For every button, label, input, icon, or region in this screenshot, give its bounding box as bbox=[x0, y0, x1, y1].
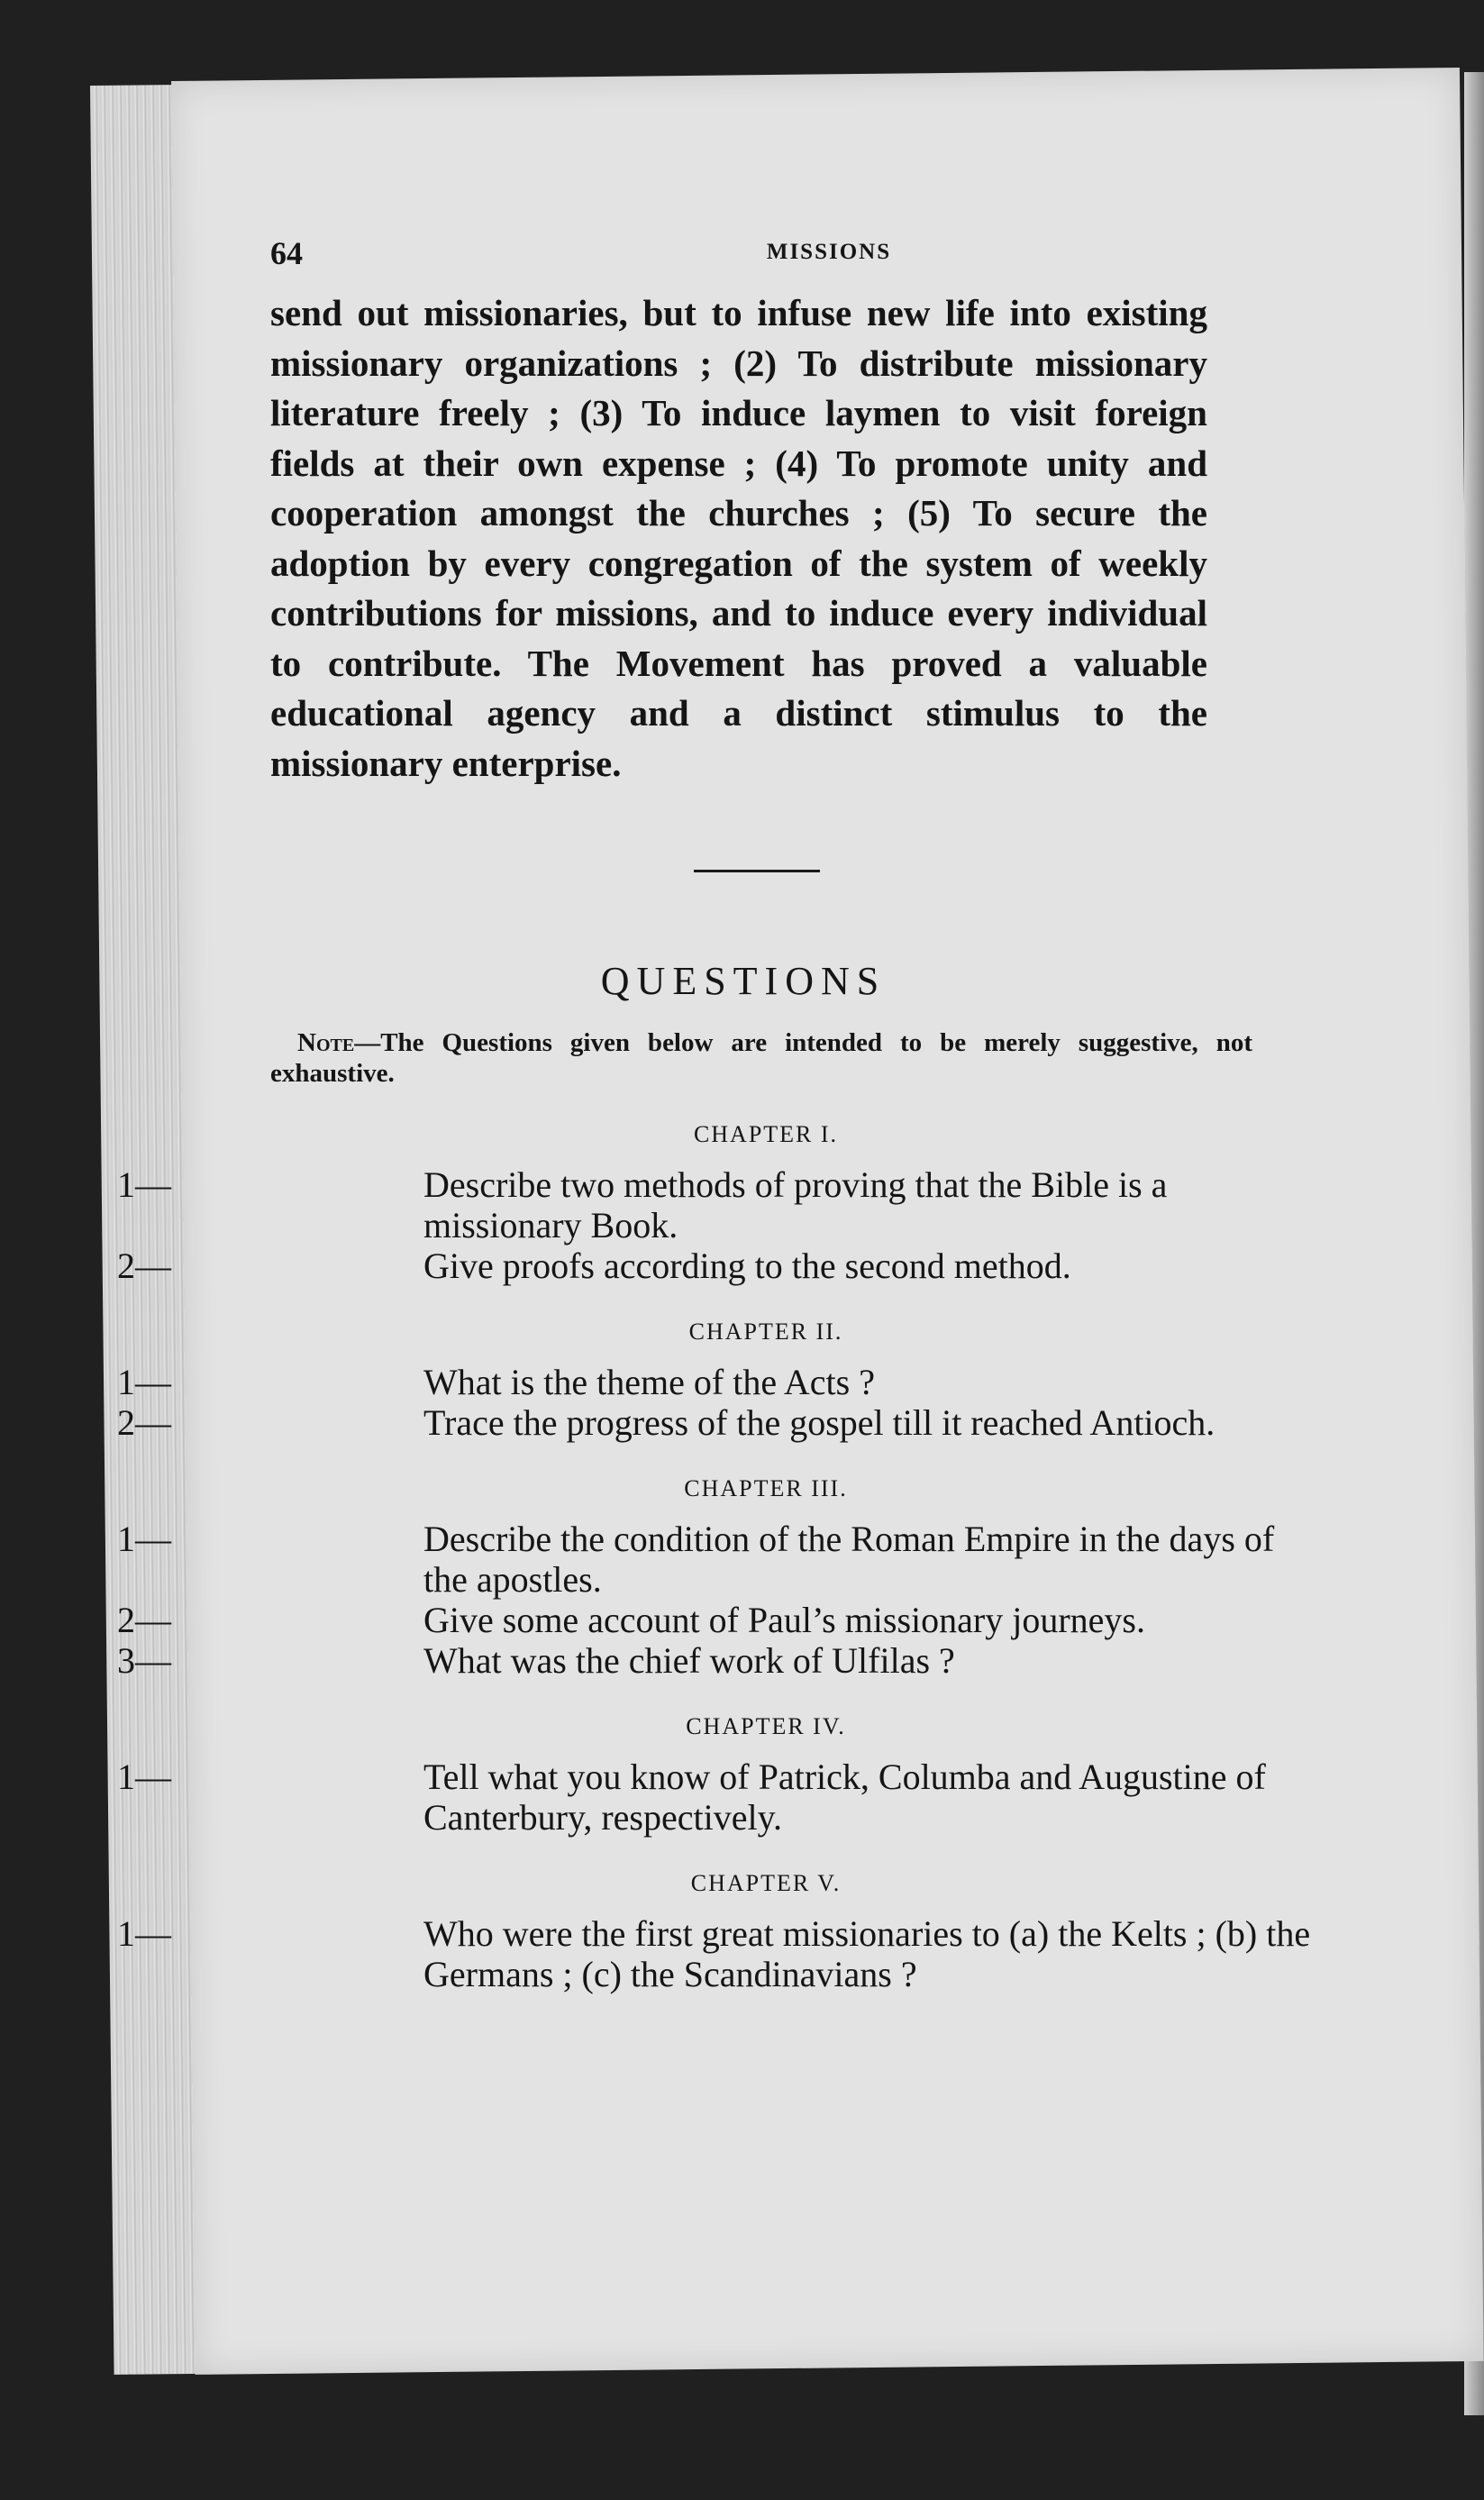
note-label: Note bbox=[297, 1028, 355, 1057]
question-number: 3— bbox=[117, 1640, 171, 1681]
chapter-heading: CHAPTER IV. bbox=[686, 1713, 846, 1739]
question-text: Give proofs according to the second method. bbox=[423, 1245, 1071, 1286]
question-number: 1— bbox=[117, 1362, 171, 1402]
question-item bbox=[117, 1519, 1325, 1600]
question-item bbox=[117, 1402, 1325, 1443]
chapter-heading: CHAPTER II. bbox=[688, 1318, 843, 1345]
question-text: Who were the first great missionaries to (a) the Kelts ; (b) the Germans ; (c) the Scandinavians ? bbox=[423, 1913, 1311, 1994]
question-number: 1— bbox=[117, 1756, 171, 1797]
question-number: 2— bbox=[117, 1600, 171, 1640]
question-item bbox=[117, 1164, 1325, 1245]
page-content bbox=[117, 234, 1388, 1994]
chapter-section bbox=[117, 1475, 1388, 1681]
question-number: 2— bbox=[117, 1245, 171, 1286]
chapter-list bbox=[117, 1121, 1388, 1994]
chapter-heading: CHAPTER V. bbox=[690, 1870, 842, 1896]
page-number: 64 bbox=[270, 235, 303, 271]
section-divider-rule bbox=[694, 870, 820, 872]
chapter-heading: CHAPTER I. bbox=[693, 1121, 839, 1147]
body-paragraph: send out missionaries, but to infuse new life into existing missionary organizations ; (2) To distribute missionary literature freely ; (3) To induce laymen to visit foreign fields at their own expense ; (4) To promote unity and cooperation amongst the churches ; (5) To secure the adoption by every congregation of the system of weekly contributions for missions, and to induce every individual to contribute. The Movement has proved a valuable educational agency and a distinct stimulus to the missionary enterprise. bbox=[270, 292, 1207, 784]
chapter-section bbox=[117, 1121, 1388, 1286]
question-item bbox=[117, 1640, 1325, 1681]
question-number: 2— bbox=[117, 1402, 171, 1443]
question-text: What was the chief work of Ulfilas ? bbox=[423, 1640, 955, 1681]
question-number: 1— bbox=[117, 1519, 171, 1559]
running-head bbox=[270, 234, 1388, 288]
question-text: Give some account of Paul’s missionary journeys. bbox=[423, 1600, 1145, 1640]
note-paragraph bbox=[270, 1027, 1252, 1089]
question-number: 1— bbox=[117, 1164, 171, 1205]
note-text: —The Questions given below are intended to be merely suggestive, not exhaustive. bbox=[270, 1028, 1252, 1088]
question-item bbox=[117, 1600, 1325, 1640]
question-text: Tell what you know of Patrick, Columba and Augustine of Canterbury, respectively. bbox=[423, 1756, 1266, 1838]
chapter-section bbox=[117, 1318, 1388, 1443]
chapter-heading: CHAPTER III. bbox=[684, 1475, 848, 1501]
question-text: Describe the condition of the Roman Empire in the days of the apostles. bbox=[423, 1519, 1275, 1600]
running-title: MISSIONS bbox=[766, 240, 892, 264]
question-text: Describe two methods of proving that the Bible is a missionary Book. bbox=[423, 1164, 1168, 1245]
questions-heading: QUESTIONS bbox=[600, 959, 887, 1003]
question-item bbox=[117, 1756, 1325, 1838]
question-item bbox=[117, 1362, 1325, 1402]
question-text: What is the theme of the Acts ? bbox=[423, 1362, 875, 1402]
question-text: Trace the progress of the gospel till it reached Antioch. bbox=[423, 1402, 1215, 1443]
chapter-section bbox=[117, 1870, 1388, 1994]
question-item bbox=[117, 1913, 1325, 1994]
question-number: 1— bbox=[117, 1913, 171, 1954]
question-item bbox=[117, 1245, 1325, 1286]
chapter-section bbox=[117, 1713, 1388, 1838]
